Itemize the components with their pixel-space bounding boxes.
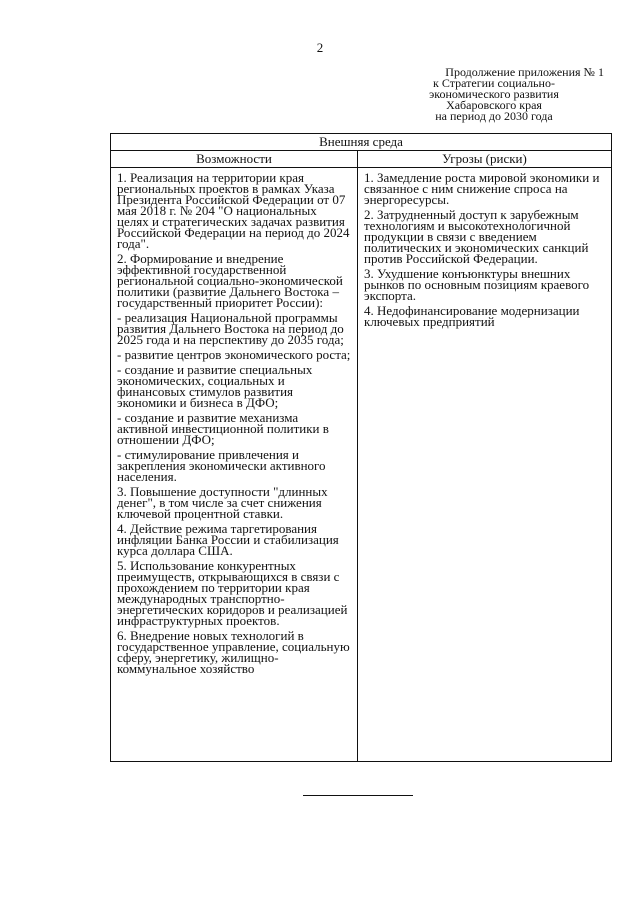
- opportunities-header: Возможности: [111, 151, 358, 168]
- list-item: 1. Реализация на территории края региональных проектов в рамках Указа Президента Российской Федерации от 07 мая 2018 г. № 204 "О национальных целях и стратегических задачах развития Российской Федерации на период до 2024 года".: [117, 170, 350, 251]
- threats-cell: [358, 168, 612, 762]
- page-number: 2: [316, 40, 324, 55]
- appendix-line: на период до 2030 года: [435, 109, 553, 123]
- appendix-header: [384, 67, 604, 122]
- appendix-line: Хабаровского края: [446, 98, 542, 112]
- list-item: 3. Ухудшение конъюнктуры внешних рынков по основным позициям краевого экспорта.: [364, 266, 590, 303]
- list-item: - развитие центров экономического роста;: [117, 347, 351, 362]
- list-item: 1. Замедление роста мировой экономики и связанное с ним снижение спроса на энергоресурсы.: [364, 170, 600, 207]
- list-item: - реализация Национальной программы развития Дальнего Востока на период до 2025 года и на перспективу до 2035 года;: [117, 310, 344, 347]
- list-item: - стимулирование привлечения и закрепления экономически активного населения.: [117, 447, 326, 484]
- list-item: 4. Недофинансирование модернизации ключевых предприятий: [364, 303, 580, 329]
- threats-header: Угрозы (риски): [358, 151, 612, 168]
- list-item: 6. Внедрение новых технологий в государственное управление, социальную сферу, энергетику, жилищно-коммунальное хозяйство: [117, 628, 350, 676]
- list-item: 5. Использование конкурентных преимуществ, открывающихся в связи с прохождением по территории края международных транспортно-энергетических коридоров и реализацией инфраструктурных проектов.: [117, 558, 348, 628]
- section-title: Внешняя среда: [111, 134, 612, 151]
- list-item: 2. Затрудненный доступ к зарубежным технологиям и высокотехнологичной продукции в связи с введением политических и экономических санкций против Российской Федерации.: [364, 207, 589, 266]
- list-item: 3. Повышение доступности "длинных денег", в том числе за счет снижения ключевой процентной ставки.: [117, 484, 328, 521]
- appendix-line: к Стратегии социально-: [433, 76, 555, 90]
- swot-table: [110, 133, 612, 762]
- list-item: - создание и развитие механизма активной инвестиционной политики в отношении ДФО;: [117, 410, 329, 447]
- list-item: - создание и развитие специальных экономических, социальных и финансовых стимулов развития экономики и бизнеса в ДФО;: [117, 362, 313, 410]
- footer-rule: [303, 795, 413, 796]
- list-item: 4. Действие режима таргетирования инфляции Банка России и стабилизация курса доллара США.: [117, 521, 339, 558]
- appendix-line: Продолжение приложения № 1: [445, 65, 604, 79]
- opportunities-cell: [111, 168, 358, 762]
- appendix-line: экономического развития: [429, 87, 559, 101]
- list-item: 2. Формирование и внедрение эффективной государственной региональной социально-экономической политики (развитие Дальнего Востока – государственный приоритет России):: [117, 251, 343, 310]
